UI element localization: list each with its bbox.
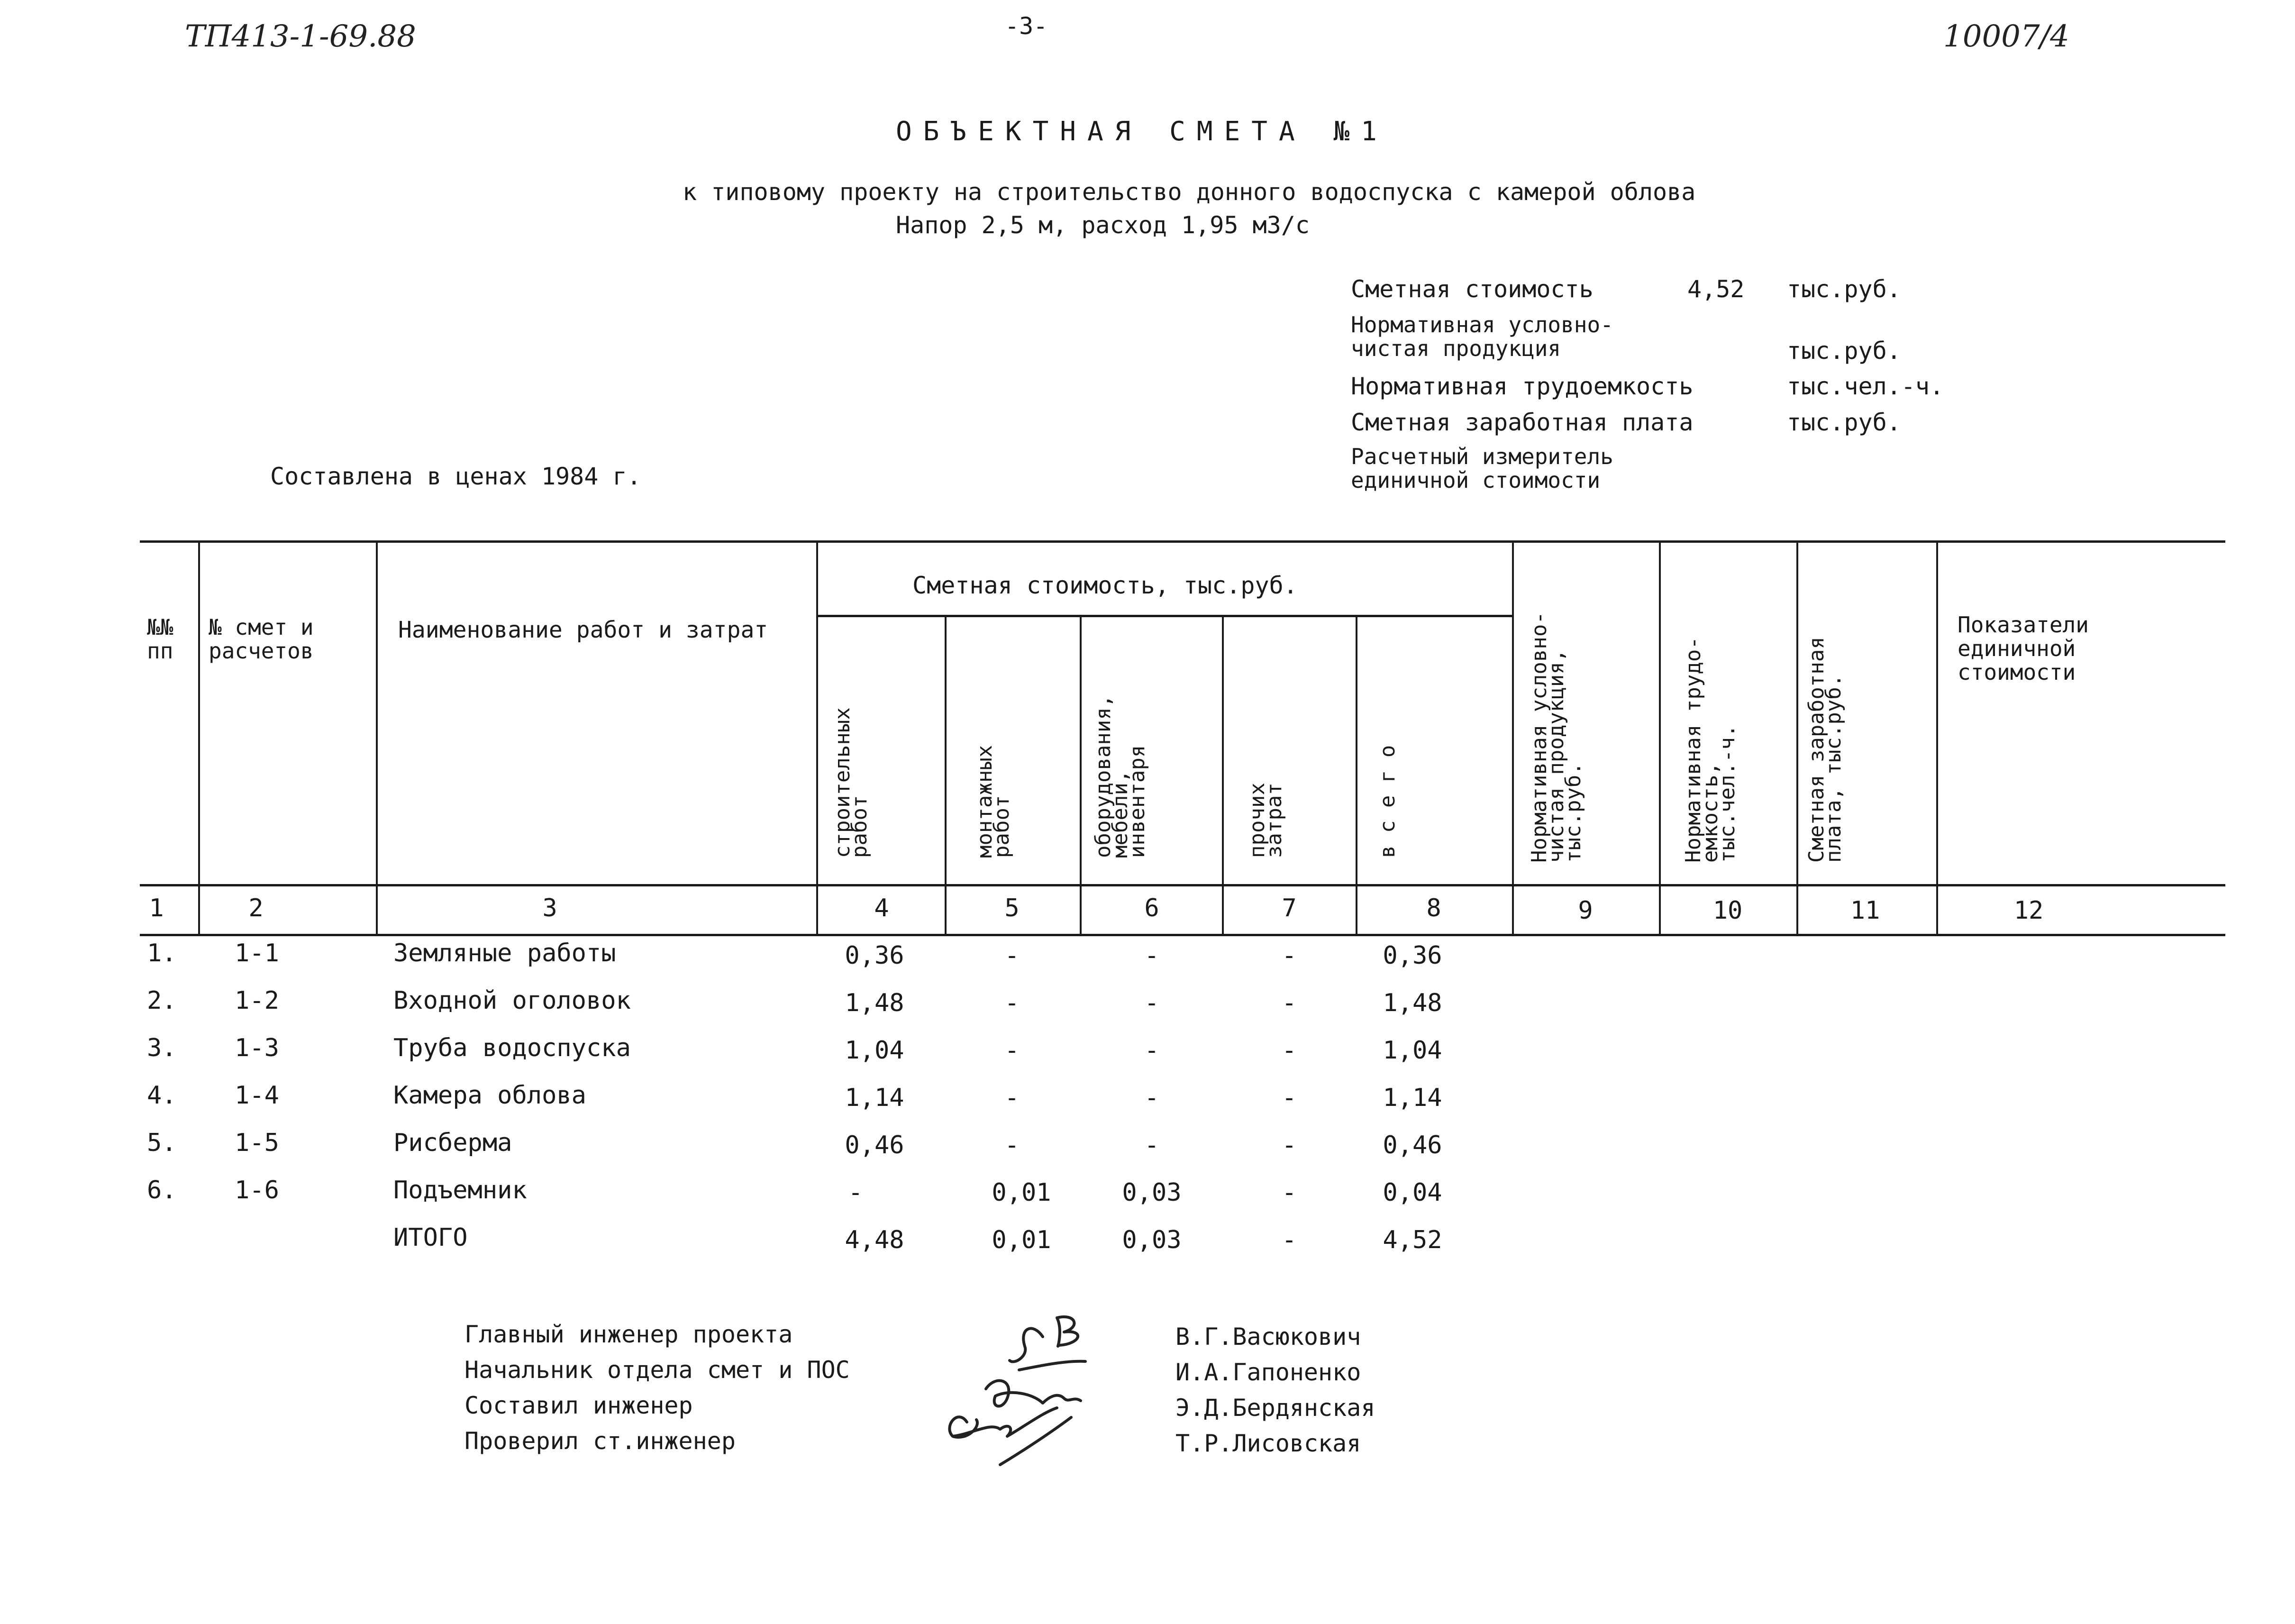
col-divider-10 xyxy=(1796,540,1798,934)
row-total: 0,46 xyxy=(1383,1131,1442,1159)
row-build: 1,04 xyxy=(845,1036,904,1065)
column-number: 6 xyxy=(1144,894,1159,922)
row-code: 1-4 xyxy=(235,1081,279,1110)
row-mount: - xyxy=(1004,941,1020,970)
row-name: Земляные работы xyxy=(393,939,616,967)
row-total: 1,14 xyxy=(1383,1084,1442,1112)
row-mount: 0,01 xyxy=(992,1178,1051,1207)
row-mount: - xyxy=(1004,1131,1020,1159)
signature-name: Э.Д.Бердянская xyxy=(1175,1394,1375,1422)
header-col11: Сметная заработная плата, тыс.руб. xyxy=(1804,637,1846,863)
col-divider-11 xyxy=(1936,540,1938,934)
total-mount: 0,01 xyxy=(992,1226,1051,1254)
row-code: 1-6 xyxy=(235,1176,279,1204)
row-other: - xyxy=(1282,1036,1297,1065)
row-mount: - xyxy=(1004,1036,1020,1065)
column-number: 8 xyxy=(1426,894,1441,922)
row-total: 1,04 xyxy=(1383,1036,1442,1065)
total-label: ИТОГО xyxy=(393,1223,468,1252)
header-col3: Наименование работ и затрат xyxy=(398,617,768,643)
row-equip: - xyxy=(1144,1084,1159,1112)
row-code: 1-3 xyxy=(235,1034,279,1062)
row-name: Рисберма xyxy=(393,1129,512,1157)
total-total: 4,52 xyxy=(1383,1226,1442,1254)
column-number: 2 xyxy=(248,894,264,922)
summary-labor-unit: тыс.чел.-ч. xyxy=(1787,373,1944,400)
row-equip: - xyxy=(1144,1131,1159,1159)
summary-product-unit: тыс.руб. xyxy=(1787,337,1901,365)
header-cost-group: Сметная стоимость, тыс.руб. xyxy=(912,572,1298,599)
page-subtitle: к типовому проекту на строительство донного водоспуска с камерой облова xyxy=(683,178,1696,206)
row-mount: - xyxy=(1004,1084,1020,1112)
handwritten-signatures xyxy=(901,1308,1147,1498)
total-build: 4,48 xyxy=(845,1226,904,1254)
row-mount: - xyxy=(1004,989,1020,1017)
row-other: - xyxy=(1282,1178,1297,1207)
row-equip: - xyxy=(1144,1036,1159,1065)
summary-meter-label-1: Расчетный измеритель xyxy=(1351,444,1613,469)
column-number: 7 xyxy=(1282,894,1297,922)
col-divider-7 xyxy=(1356,615,1357,934)
total-other: - xyxy=(1282,1226,1297,1254)
header-col1-b: пп xyxy=(147,638,173,664)
header-col5: монтажных работ xyxy=(973,745,1014,858)
column-number: 5 xyxy=(1004,894,1020,922)
page-title: ОБЪЕКТНАЯ СМЕТА №1 xyxy=(896,116,1388,147)
col-divider-5 xyxy=(1080,615,1082,934)
row-build: 0,46 xyxy=(845,1131,904,1159)
column-number: 12 xyxy=(2013,896,2044,925)
row-total: 1,48 xyxy=(1383,989,1442,1017)
row-number: 4. xyxy=(147,1081,177,1110)
col-divider-8 xyxy=(1512,540,1514,934)
signature-name: И.А.Гапоненко xyxy=(1175,1359,1361,1386)
summary-meter-label-2: единичной стоимости xyxy=(1351,467,1601,493)
row-equip: - xyxy=(1144,941,1159,970)
row-build: 1,48 xyxy=(845,989,904,1017)
header-col9: Нормативная условно- чистая продукция, тыс.руб. xyxy=(1527,611,1585,863)
row-equip: 0,03 xyxy=(1122,1178,1182,1207)
header-col7: прочих затрат xyxy=(1245,783,1286,858)
signature-role: Начальник отдела смет и ПОС xyxy=(464,1356,850,1384)
row-number: 3. xyxy=(147,1034,177,1062)
summary-labor-label: Нормативная трудоемкость xyxy=(1351,373,1694,400)
summary-cost-label: Сметная стоимость xyxy=(1351,275,1594,303)
header-col4: строительных работ xyxy=(830,707,872,858)
summary-product-label-2: чистая продукция xyxy=(1351,336,1561,361)
row-other: - xyxy=(1282,1131,1297,1159)
row-name: Камера облова xyxy=(393,1081,586,1110)
row-number: 1. xyxy=(147,939,177,967)
header-bottom-border xyxy=(140,884,2225,886)
column-number: 9 xyxy=(1578,896,1593,925)
header-col12-b: единичной xyxy=(1958,636,2076,661)
row-other: - xyxy=(1282,1084,1297,1112)
header-col6: оборудования, мебели, инвентаря xyxy=(1091,694,1149,858)
column-number: 1 xyxy=(149,894,164,922)
archive-number: 10007/4 xyxy=(1943,19,2069,54)
row-code: 1-2 xyxy=(235,986,279,1015)
row-build: 0,36 xyxy=(845,941,904,970)
row-other: - xyxy=(1282,941,1297,970)
summary-wage-unit: тыс.руб. xyxy=(1787,409,1901,436)
prices-note: Составлена в ценах 1984 г. xyxy=(270,463,641,490)
row-name: Подъемник xyxy=(393,1176,527,1204)
row-name: Труба водоспуска xyxy=(393,1034,631,1062)
total-equip: 0,03 xyxy=(1122,1226,1182,1254)
row-equip: - xyxy=(1144,989,1159,1017)
column-number: 11 xyxy=(1850,896,1880,925)
column-number: 3 xyxy=(542,894,557,922)
row-total: 0,04 xyxy=(1383,1178,1442,1207)
header-col12-c: стоимости xyxy=(1958,659,2076,685)
col-divider-1 xyxy=(198,540,200,934)
col-divider-3 xyxy=(816,540,818,934)
row-build: - xyxy=(848,1178,863,1207)
col-divider-4 xyxy=(945,615,947,934)
col-divider-2 xyxy=(376,540,378,934)
header-col2-a: № смет и xyxy=(209,614,314,640)
column-number: 4 xyxy=(874,894,889,922)
header-col12-a: Показатели xyxy=(1958,612,2089,638)
row-number: 2. xyxy=(147,986,177,1015)
row-other: - xyxy=(1282,989,1297,1017)
header-col1-a: №№ xyxy=(147,614,173,640)
table-top-border xyxy=(140,540,2225,543)
row-code: 1-5 xyxy=(235,1129,279,1157)
header-col2-b: расчетов xyxy=(209,638,314,664)
summary-wage-label: Сметная заработная плата xyxy=(1351,409,1694,436)
row-name: Входной оголовок xyxy=(393,986,631,1015)
document-code: ТП413-1-69.88 xyxy=(185,19,416,54)
signature-name: В.Г.Васюкович xyxy=(1175,1323,1361,1350)
row-build: 1,14 xyxy=(845,1084,904,1112)
signature-name: Т.Р.Лисовская xyxy=(1175,1430,1361,1457)
page-number: -3- xyxy=(1005,12,1048,40)
row-total: 0,36 xyxy=(1383,941,1442,970)
row-code: 1-1 xyxy=(235,939,279,967)
column-number: 10 xyxy=(1712,896,1743,925)
row-number: 5. xyxy=(147,1129,177,1157)
cost-group-divider xyxy=(818,615,1512,617)
project-params: Напор 2,5 м, расход 1,95 м3/с xyxy=(896,211,1310,239)
signature-role: Проверил ст.инженер xyxy=(464,1427,736,1455)
signature-role: Составил инженер xyxy=(464,1392,693,1419)
signature-role: Главный инженер проекта xyxy=(464,1321,793,1348)
col-divider-6 xyxy=(1222,615,1224,934)
summary-product-label-1: Нормативная условно- xyxy=(1351,312,1613,338)
col-divider-9 xyxy=(1659,540,1661,934)
header-col8: в с е г о xyxy=(1375,745,1400,858)
row-number: 6. xyxy=(147,1176,177,1204)
column-numbers-border xyxy=(140,934,2225,936)
summary-cost-value: 4,52 xyxy=(1687,275,1745,303)
header-col10: Нормативная трудо- емкость, тыс.чел.-ч. xyxy=(1681,637,1739,863)
summary-cost-unit: тыс.руб. xyxy=(1787,275,1901,303)
